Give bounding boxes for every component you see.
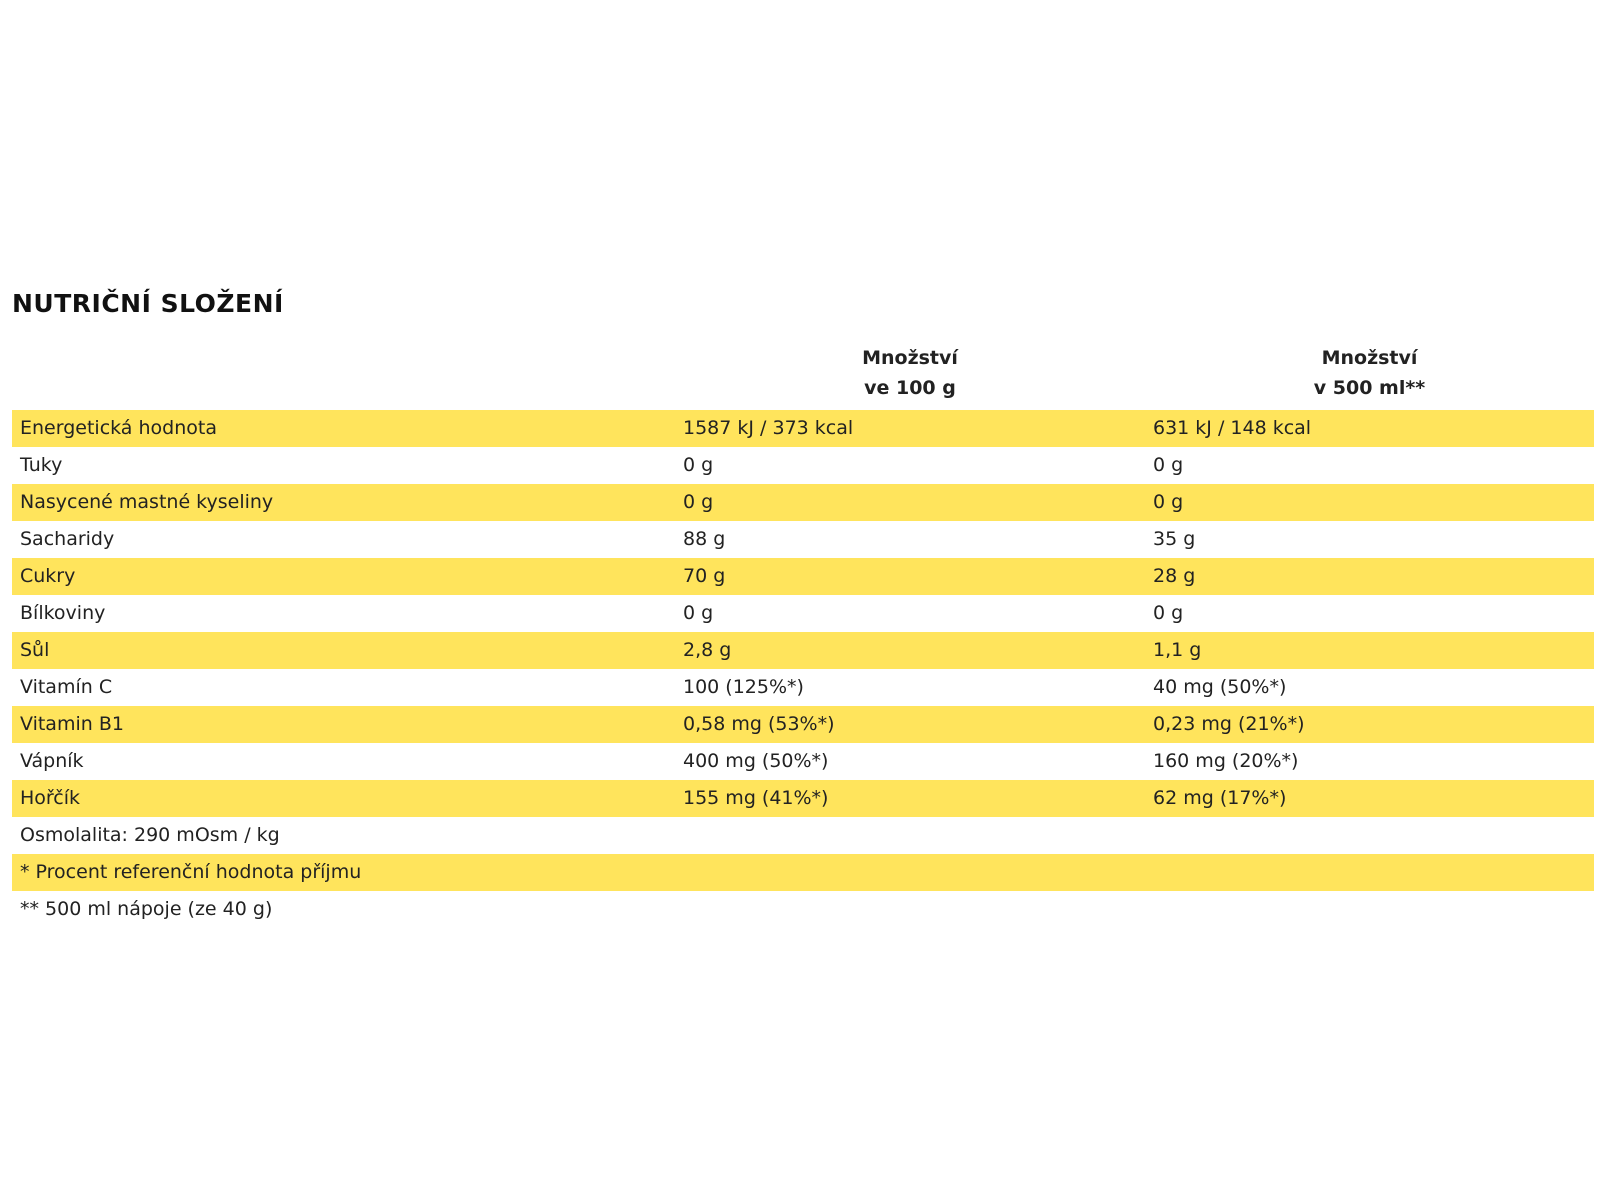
value-per-100g: 1587 kJ / 373 kcal	[675, 410, 1145, 447]
value-per-100g: 0 g	[683, 602, 714, 624]
nutrition-section	[12, 284, 1594, 928]
value-per-100g: 88 g	[683, 528, 726, 550]
header-per-500ml-line2: v 500 ml**	[1313, 377, 1426, 399]
nutrient-label: Tuky	[20, 454, 63, 476]
nutrition-table	[12, 343, 1594, 928]
header-per-100g-line2: ve 100 g	[864, 377, 956, 399]
value-per-500ml: 28 g	[1145, 558, 1594, 595]
note-row	[12, 891, 1594, 928]
table-row	[12, 410, 1594, 447]
nutrient-label: Sacharidy	[20, 528, 115, 550]
table-row	[12, 632, 1594, 669]
nutrient-label: Energetická hodnota	[12, 410, 675, 447]
header-empty	[12, 343, 675, 410]
nutrient-label: Vitamin B1	[12, 706, 675, 743]
section-title: NUTRIČNÍ SLOŽENÍ	[12, 289, 284, 318]
nutrient-label: Bílkoviny	[20, 602, 106, 624]
value-per-500ml: 0 g	[1153, 454, 1184, 476]
value-per-100g: 155 mg (41%*)	[675, 780, 1145, 817]
table-row	[12, 743, 1594, 780]
table-row	[12, 780, 1594, 817]
value-per-500ml: 0 g	[1145, 484, 1594, 521]
nutrient-label: Cukry	[12, 558, 675, 595]
nutrient-label: Sůl	[12, 632, 675, 669]
value-per-100g: 70 g	[675, 558, 1145, 595]
table-header-row	[12, 343, 1594, 410]
value-per-100g: 0,58 mg (53%*)	[675, 706, 1145, 743]
table-row	[12, 521, 1594, 558]
value-per-500ml: 160 mg (20%*)	[1153, 750, 1299, 772]
header-per-500ml	[1145, 343, 1594, 410]
header-per-100g	[675, 343, 1145, 410]
note-row	[12, 817, 1594, 854]
table-row	[12, 447, 1594, 484]
header-per-100g-line1: Množství	[862, 347, 958, 369]
table-row	[12, 669, 1594, 706]
nutrient-label: Hořčík	[12, 780, 675, 817]
serving-note: ** 500 ml nápoje (ze 40 g)	[20, 898, 273, 920]
value-per-100g: 400 mg (50%*)	[683, 750, 829, 772]
value-per-500ml: 1,1 g	[1145, 632, 1594, 669]
value-per-500ml: 0,23 mg (21%*)	[1145, 706, 1594, 743]
value-per-500ml: 0 g	[1153, 602, 1184, 624]
header-per-500ml-line1: Množství	[1321, 347, 1418, 369]
value-per-100g: 100 (125%*)	[683, 676, 804, 698]
table-row	[12, 706, 1594, 743]
value-per-500ml: 62 mg (17%*)	[1145, 780, 1594, 817]
nutrient-label: Vitamín C	[20, 676, 113, 698]
table-row	[12, 595, 1594, 632]
nutrient-label: Vápník	[20, 750, 84, 772]
value-per-500ml: 631 kJ / 148 kcal	[1145, 410, 1594, 447]
value-per-500ml: 40 mg (50%*)	[1153, 676, 1287, 698]
table-row	[12, 558, 1594, 595]
note-row	[12, 854, 1594, 891]
value-per-100g: 0 g	[683, 454, 714, 476]
osmolality-note: Osmolalita: 290 mOsm / kg	[20, 824, 280, 846]
value-per-100g: 2,8 g	[675, 632, 1145, 669]
value-per-100g: 0 g	[675, 484, 1145, 521]
value-per-500ml: 35 g	[1153, 528, 1196, 550]
nutrient-label: Nasycené mastné kyseliny	[12, 484, 675, 521]
reference-intake-note: * Procent referenční hodnota příjmu	[12, 854, 1594, 891]
table-row	[12, 484, 1594, 521]
